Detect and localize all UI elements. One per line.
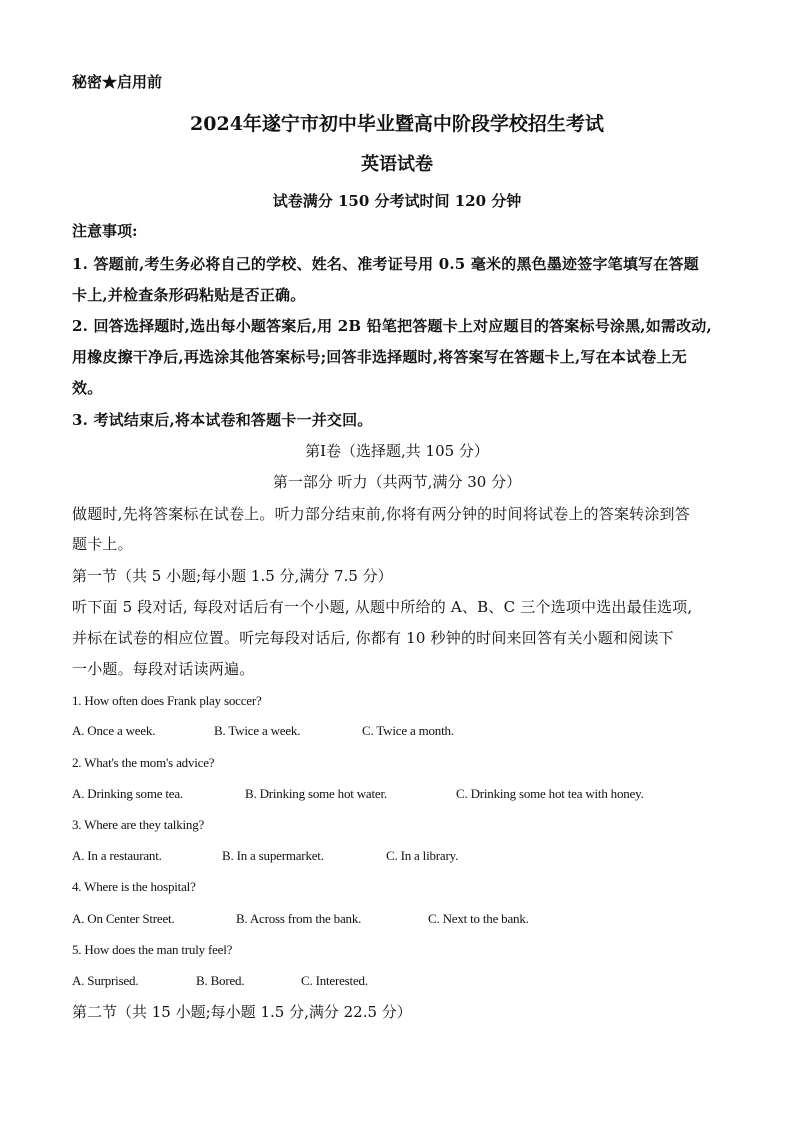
notes-item-2-line-1: 2. 回答选择题时,选出每小题答案后,用 2B 铅笔把答题卡上对应题目的答案标号涂黑,如需改动, — [72, 317, 712, 335]
exam-title: 2024年遂宁市初中毕业暨高中阶段学校招生考试 — [190, 113, 604, 135]
question-2-option-c: C. Drinking some hot tea with honey. — [456, 786, 644, 801]
question-4-option-a: A. On Center Street. — [72, 911, 175, 926]
section-1-instruction-line-2: 并标在试卷的相应位置。听完每段对话后, 你都有 10 秒钟的时间来回答有关小题和阅读下 — [72, 629, 674, 647]
question-2: 2. What's the mom's advice? — [72, 755, 215, 770]
notes-item-2-line-3: 效。 — [72, 379, 103, 397]
question-3-option-a: A. In a restaurant. — [72, 848, 162, 863]
volume-title: 第Ⅰ卷（选择题,共 105 分） — [305, 442, 489, 460]
question-3-option-b: B. In a supermarket. — [222, 848, 324, 863]
section-1-instruction-line-3: 一小题。每段对话读两遍。 — [72, 660, 255, 678]
notes-heading: 注意事项: — [72, 222, 138, 240]
question-4-option-b: B. Across from the bank. — [236, 911, 362, 926]
notes-item-3: 3. 考试结束后,将本试卷和答题卡一并交回。 — [72, 411, 373, 429]
notes-item-1-line-1: 1. 答题前,考生务必将自己的学校、姓名、准考证号用 0.5 毫米的黑色墨迹签字笔填写在答题 — [72, 255, 699, 273]
question-1-option-a: A. Once a week. — [72, 723, 156, 738]
question-5-option-a: A. Surprised. — [72, 973, 139, 988]
section-2-heading: 第二节（共 15 小题;每小题 1.5 分,满分 22.5 分） — [72, 1003, 412, 1021]
part-title: 第一部分 听力（共两节,满分 30 分） — [272, 473, 522, 491]
question-2-option-b: B. Drinking some hot water. — [245, 786, 387, 801]
section-1-heading: 第一节（共 5 小题;每小题 1.5 分,满分 7.5 分） — [72, 567, 393, 585]
question-5-option-c: C. Interested. — [301, 973, 368, 988]
exam-info: 试卷满分 150 分考试时间 120 分钟 — [272, 192, 522, 210]
notes-item-2-line-2: 用橡皮擦干净后,再选涂其他答案标号;回答非选择题时,将答案写在答题卡上,写在本试卷上无 — [72, 348, 687, 366]
subject-title: 英语试卷 — [361, 154, 433, 175]
question-5: 5. How does the man truly feel? — [72, 942, 233, 957]
question-4: 4. Where is the hospital? — [72, 879, 196, 894]
section-1-instruction-line-1: 听下面 5 段对话, 每段对话后有一个小题, 从题中所给的 A、B、C 三个选项中选出最佳选项, — [72, 598, 693, 616]
question-1: 1. How often does Frank play soccer? — [72, 693, 262, 708]
secret-mark: 秘密★启用前 — [72, 73, 163, 91]
question-3: 3. Where are they talking? — [72, 817, 205, 832]
listening-instruction-line-1: 做题时,先将答案标在试卷上。听力部分结束前,你将有两分钟的时间将试卷上的答案转涂到答 — [72, 505, 690, 523]
question-1-option-c: C. Twice a month. — [362, 723, 454, 738]
question-2-option-a: A. Drinking some tea. — [72, 786, 183, 801]
notes-item-1-line-2: 卡上,并检查条形码粘贴是否正确。 — [72, 286, 306, 304]
question-3-option-c: C. In a library. — [386, 848, 459, 863]
question-4-option-c: C. Next to the bank. — [428, 911, 529, 926]
question-5-option-b: B. Bored. — [196, 973, 245, 988]
listening-instruction-line-2: 题卡上。 — [72, 535, 133, 553]
question-1-option-b: B. Twice a week. — [214, 723, 301, 738]
